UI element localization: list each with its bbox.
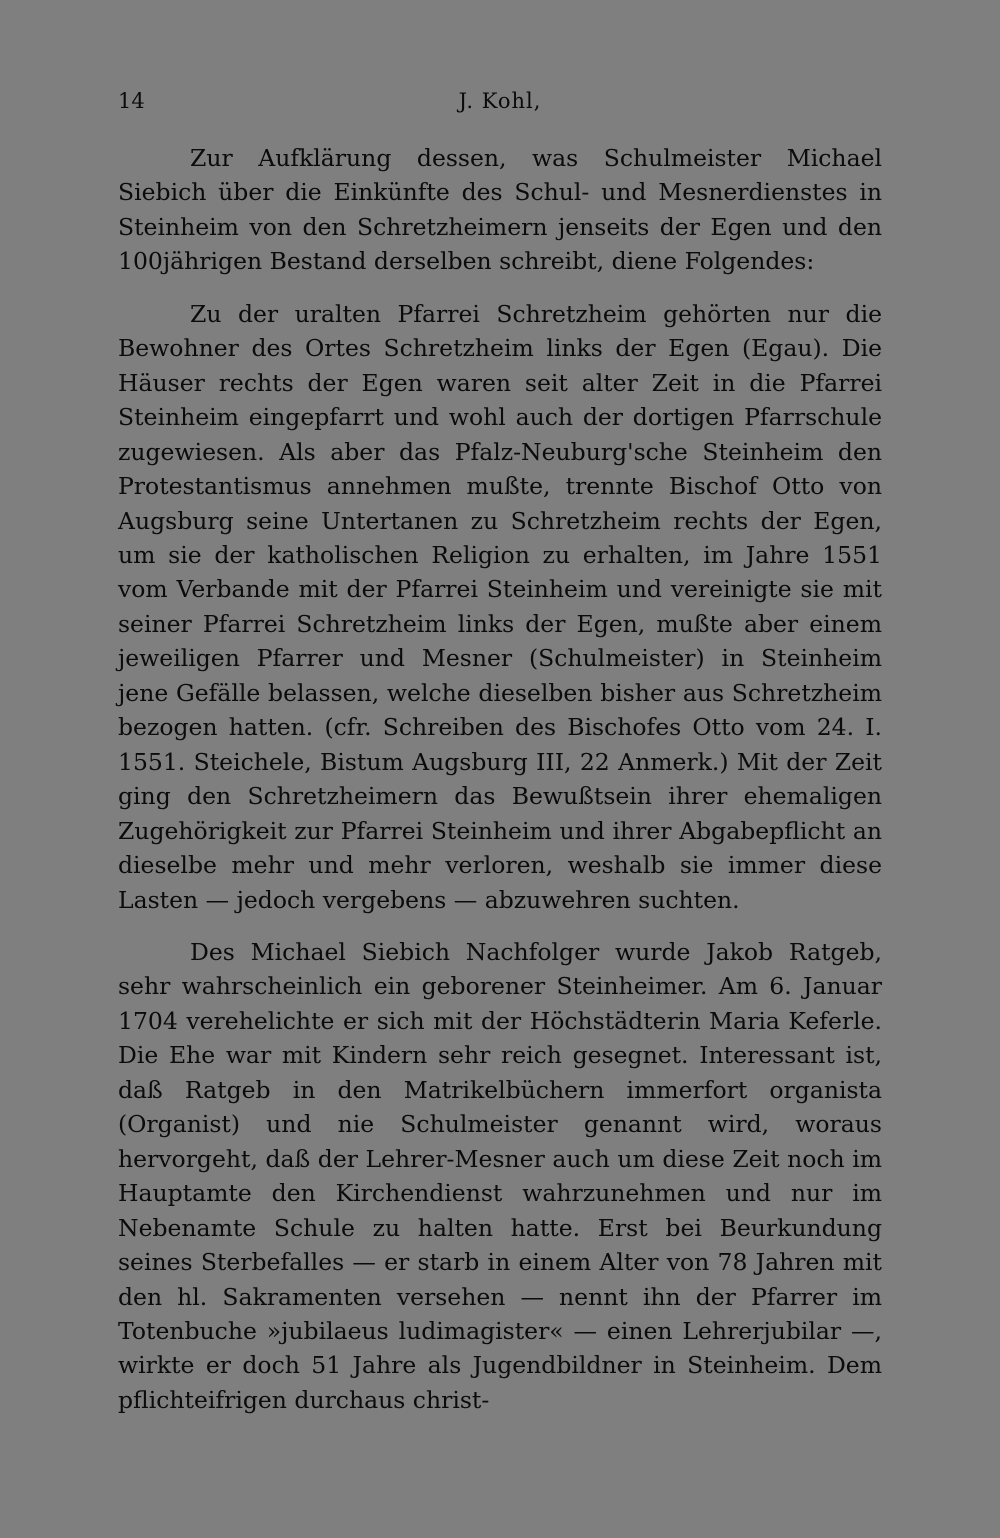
- paragraph-3: Des Michael Siebich Nachfolger wurde Jakob Ratgeb, sehr wahrscheinlich ein geborener Steinheimer. Am 6. Januar 1704 verehelichte er sich mit der Höchstädterin Maria Keferle. Die Ehe war mit Kindern sehr reich gesegnet. Interessant ist, daß Ratgeb in den Matrikelbüchern immerfort organista (Organist) und nie Schulmeister genannt wird, woraus hervorgeht, daß der Lehrer-Mesner auch um diese Zeit noch im Hauptamte den Kirchendienst wahrzunehmen und nur im Nebenamte Schule zu halten hatte. Erst bei Beurkundung seines Sterbefalles — er starb in einem Alter von 78 Jahren mit den hl. Sakramenten versehen — nennt ihn der Pfarrer im Totenbuche »jubilaeus ludimagister« — einen Lehrerjubilar —, wirkte er doch 51 Jahre als Jugendbildner in Steinheim. Dem pflichteifrigen durchaus christ-: [118, 937, 882, 1414]
- page-number: 14: [118, 89, 145, 113]
- page-header: [118, 86, 882, 116]
- body-text: [118, 141, 882, 1417]
- running-head: J. Kohl,: [458, 89, 542, 113]
- paragraph-1: Zur Aufklärung dessen, was Schulmeister Michael Siebich über die Einkünfte des Schul- und Mesnerdienstes in Steinheim von den Schretzheimern jenseits der Egen und den 100jährigen Bestand derselben schreibt, diene Folgendes:: [118, 144, 882, 276]
- paragraph-2: Zu der uralten Pfarrei Schretzheim gehörten nur die Bewohner des Ortes Schretzheim links der Egen (Egau). Die Häuser rechts der Egen waren seit alter Zeit in die Pfarrei Steinheim eingepfarrt und wohl auch der dortigen Pfarrschule zugewiesen. Als aber das Pfalz-Neuburg'sche Steinheim den Protestantismus annehmen mußte, trennte Bischof Otto von Augsburg seine Untertanen zu Schretzheim rechts der Egen, um sie der katholischen Religion zu erhalten, im Jahre 1551 vom Verbande mit der Pfarrei Steinheim und vereinigte sie mit seiner Pfarrei Schretzheim links der Egen, mußte aber einem jeweiligen Pfarrer und Mesner (Schulmeister) in Steinheim jene Gefälle belassen, welche dieselben bisher aus Schretzheim bezogen hatten. (cfr. Schreiben des Bischofes Otto vom 24. I. 1551. Steichele, Bistum Augsburg III, 22 Anmerk.) Mit der Zeit ging den Schretzheimern das Bewußtsein ihrer ehemaligen Zugehörigkeit zur Pfarrei Steinheim und ihrer Abgabepflicht an dieselbe mehr und mehr verloren, weshalb sie immer diese Lasten — jedoch vergebens — abzuwehren suchten.: [118, 299, 882, 914]
